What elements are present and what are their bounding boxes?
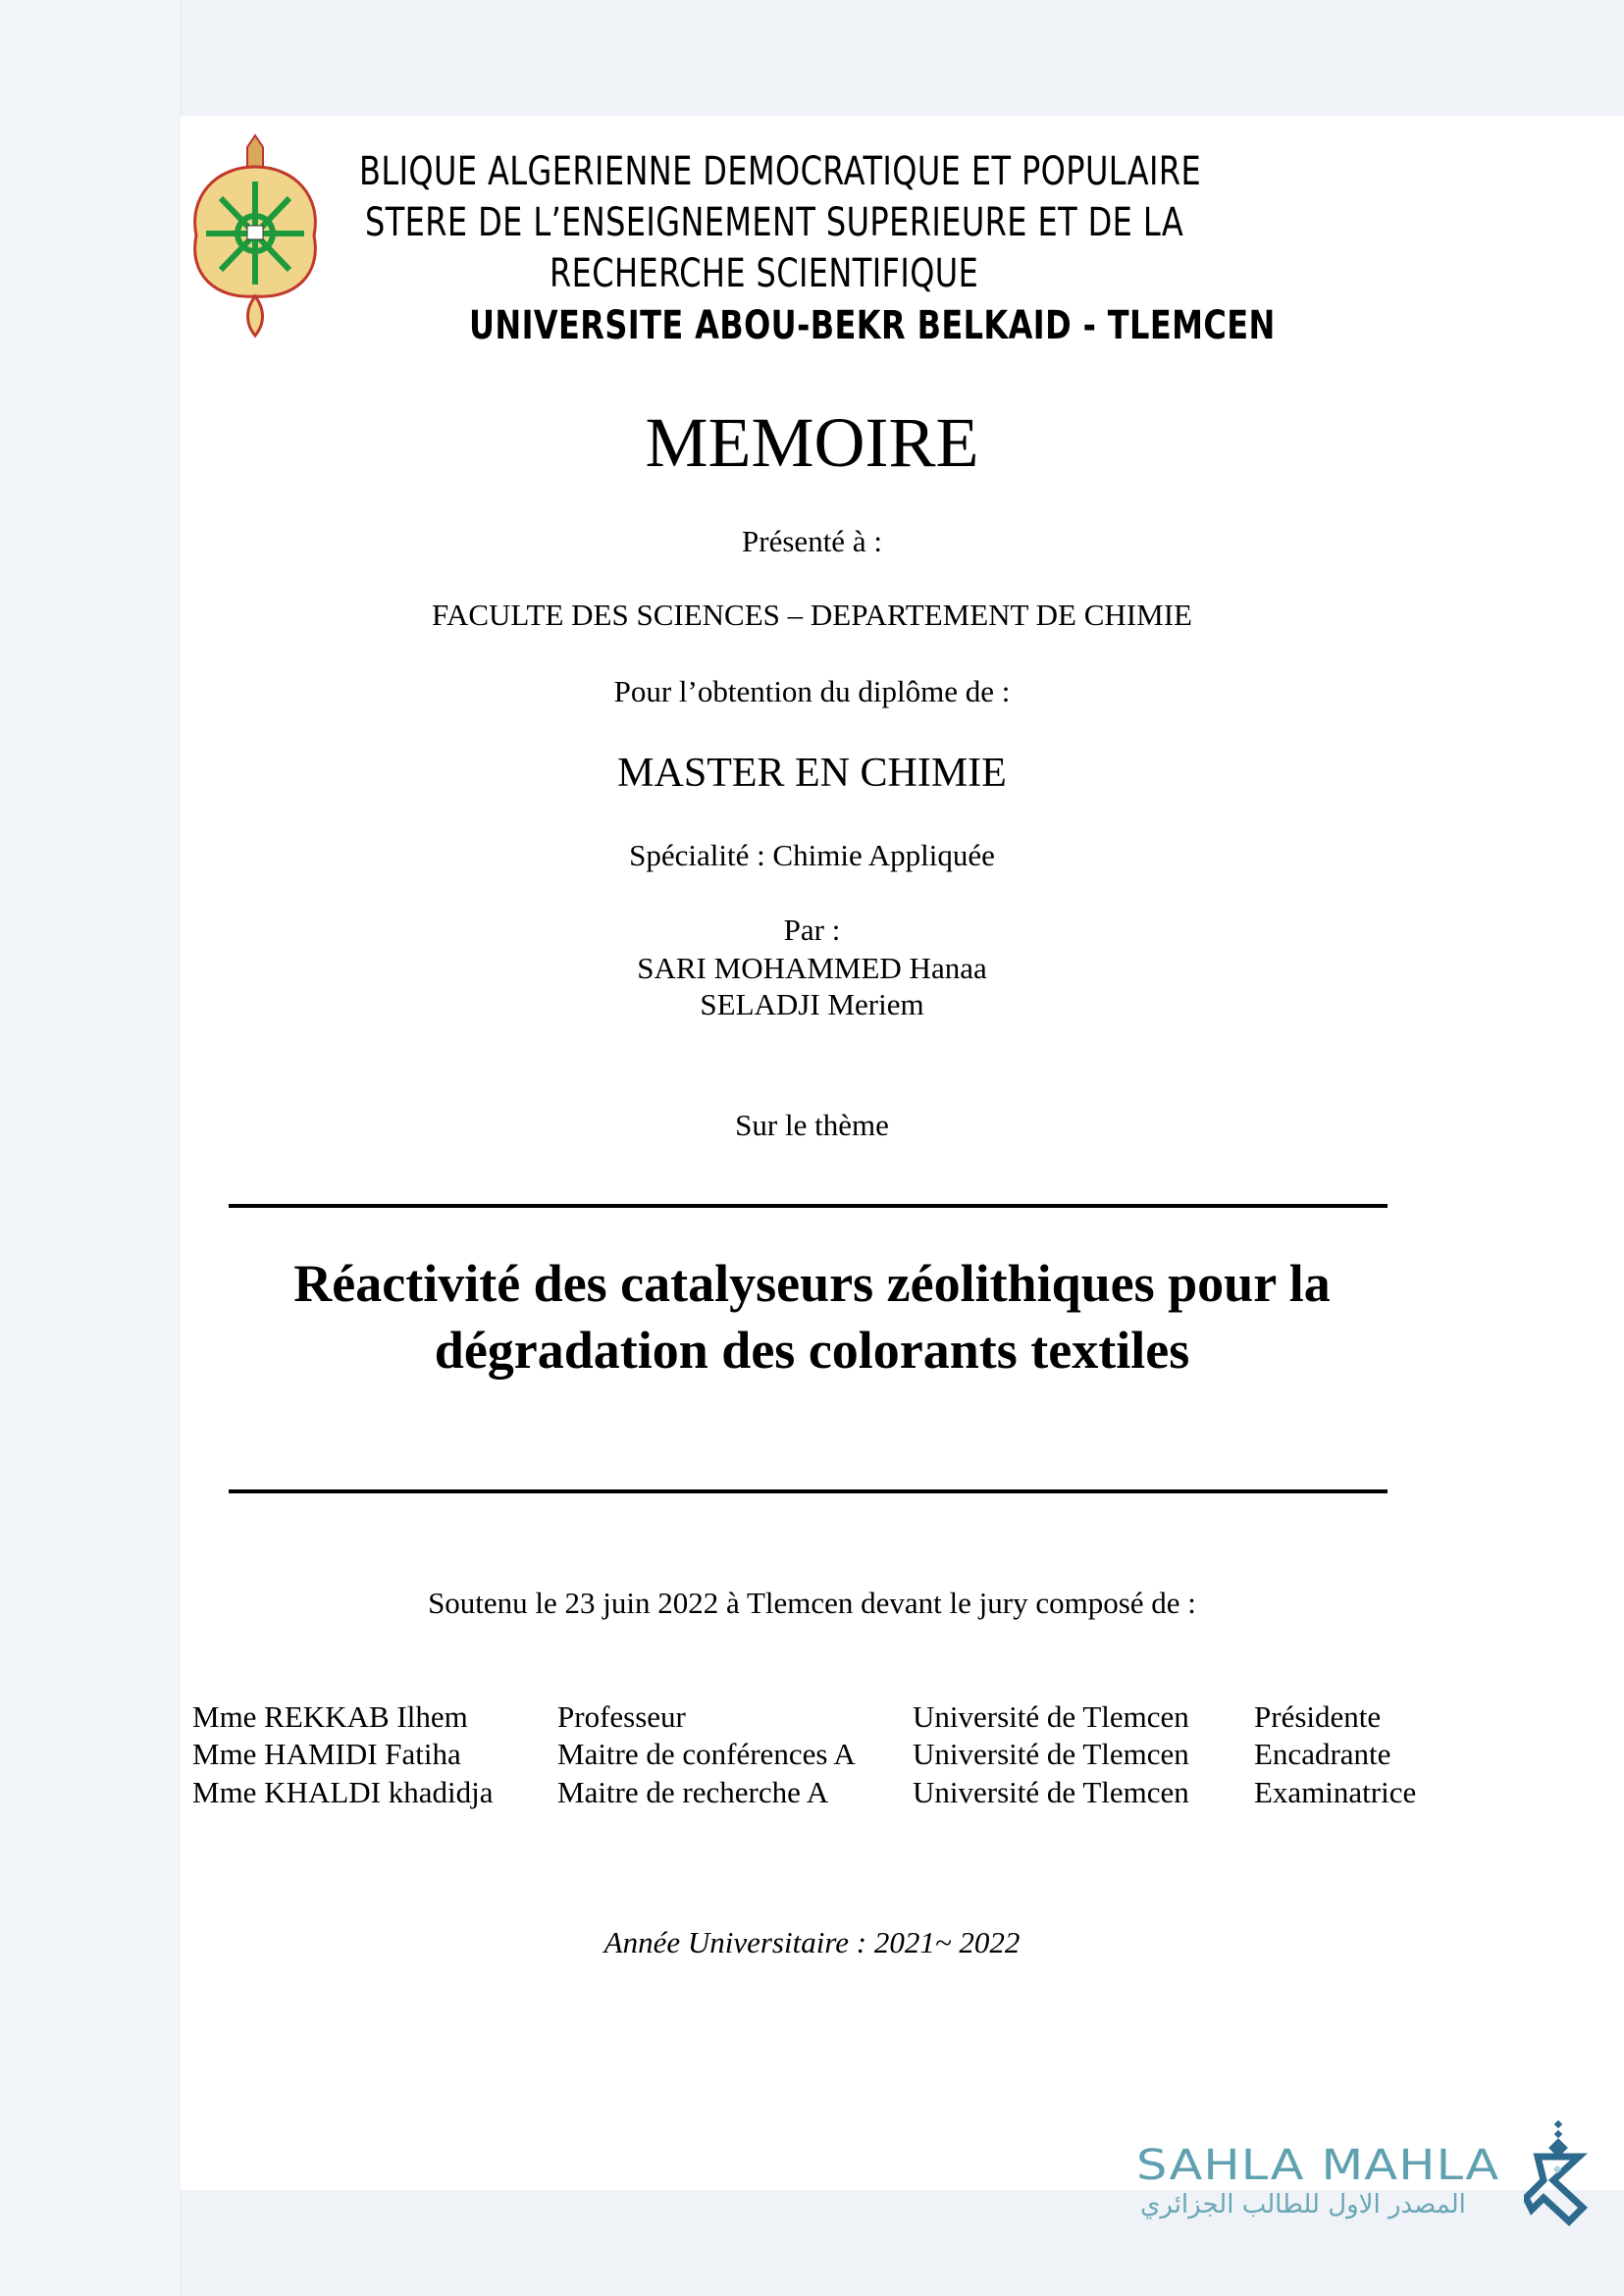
header-republic: BLIQUE ALGERIENNE DEMOCRATIQUE ET POPULAIRE (359, 149, 1202, 194)
document-type: MEMOIRE (645, 403, 979, 482)
academic-year: Année Universitaire : 2021~ 2022 (603, 1925, 1021, 1959)
jury-name: Mme REKKAB Ilhem (192, 1699, 468, 1734)
thesis-title-line-1: Réactivité des catalyseurs zéolithiques pour la (293, 1254, 1331, 1313)
theme-label: Sur le thème (735, 1108, 889, 1142)
jury-grade: Maitre de recherche A (557, 1775, 829, 1809)
jury-institution: Université de Tlemcen (913, 1775, 1189, 1809)
watermark-brand: SAHLA MAHLA (1136, 2141, 1500, 2190)
diploma-label: Pour l’obtention du diplôme de : (613, 674, 1011, 708)
author-2: SELADJI Meriem (700, 987, 924, 1021)
header-ministry-cont: RECHERCHE SCIENTIFIQUE (550, 251, 979, 296)
jury-role: Examinatrice (1254, 1775, 1417, 1809)
defense-statement: Soutenu le 23 juin 2022 à Tlemcen devant le jury composé de : (428, 1586, 1196, 1620)
jury-institution: Université de Tlemcen (913, 1699, 1189, 1734)
jury-grade: Maitre de conférences A (557, 1737, 856, 1771)
presented-to-label: Présenté à : (742, 524, 882, 558)
jury-role: Encadrante (1254, 1737, 1391, 1771)
thesis-title-line-2: dégradation des colorants textiles (434, 1321, 1190, 1380)
title-top-rule (229, 1204, 1388, 1208)
sahla-mahla-logo-icon (1524, 2119, 1593, 2227)
by-label: Par : (783, 913, 841, 947)
jury-name: Mme HAMIDI Fatiha (192, 1737, 461, 1771)
header-university: UNIVERSITE ABOU-BEKR BELKAID - TLEMCEN (469, 303, 1276, 348)
jury-role: Présidente (1254, 1699, 1382, 1734)
university-logo-icon (186, 128, 324, 339)
jury-name: Mme KHALDI khadidja (192, 1775, 494, 1809)
jury-institution: Université de Tlemcen (913, 1737, 1189, 1771)
jury-grade: Professeur (557, 1699, 686, 1734)
diploma: MASTER EN CHIMIE (617, 751, 1007, 796)
speciality: Spécialité : Chimie Appliquée (629, 838, 995, 872)
title-bottom-rule (229, 1489, 1388, 1493)
header-ministry: STERE DE L’ENSEIGNEMENT SUPERIEURE ET DE LA (365, 200, 1184, 245)
watermark-tagline: المصدر الاول للطالب الجزائري (1140, 2190, 1466, 2219)
sahla-mahla-watermark (1136, 2119, 1588, 2227)
author-1: SARI MOHAMMED Hanaa (637, 951, 987, 985)
faculty: FACULTE DES SCIENCES – DEPARTEMENT DE CHIMIE (432, 598, 1192, 632)
